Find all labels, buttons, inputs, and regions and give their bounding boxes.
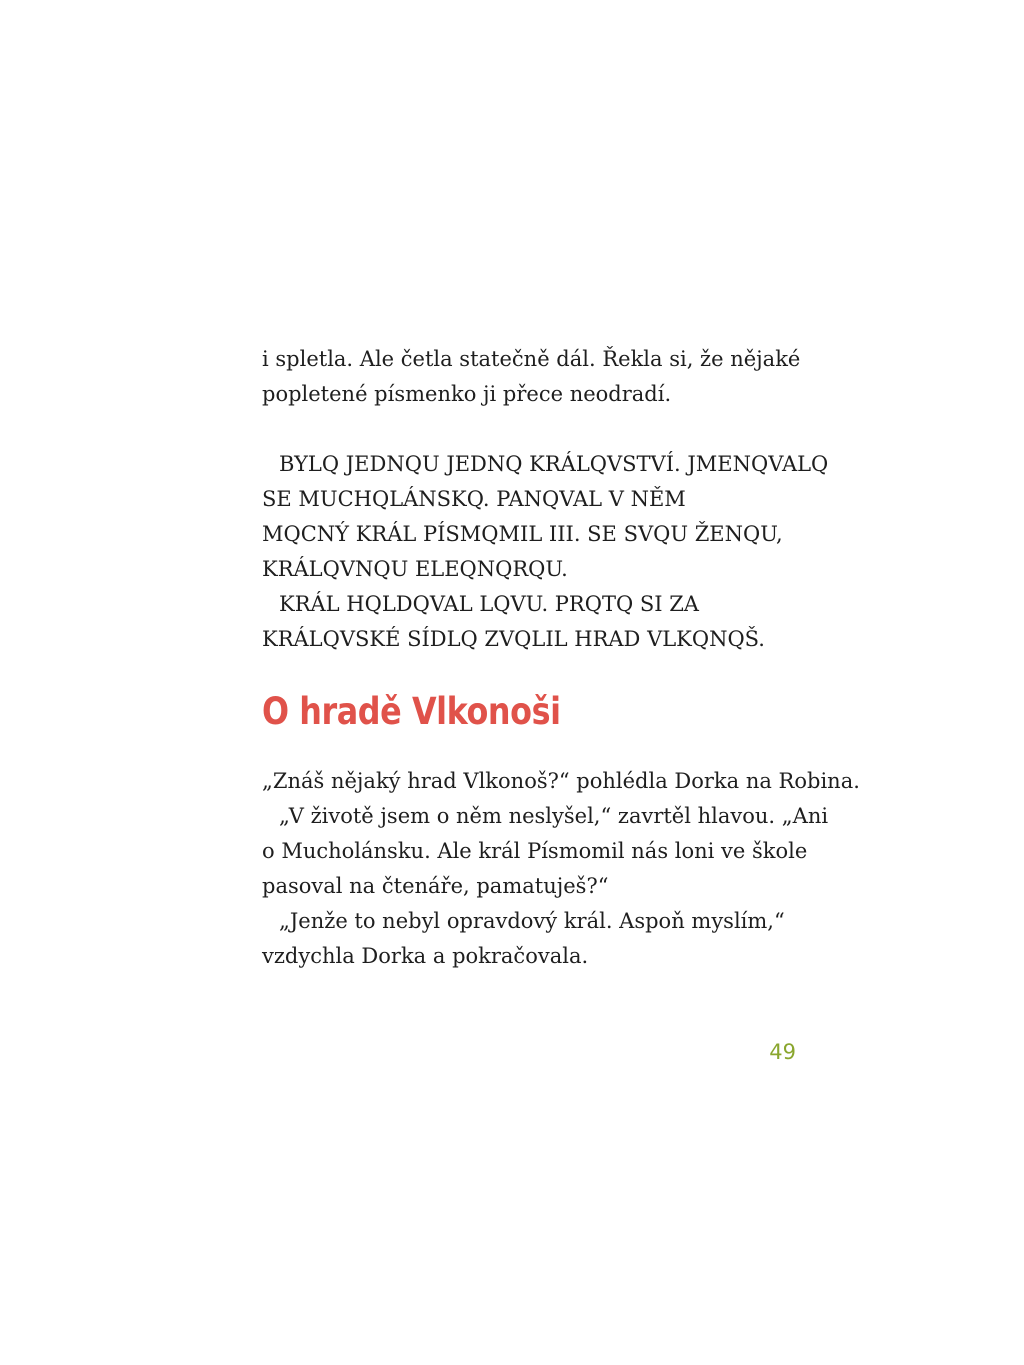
text-line: KRÁLQVSKÉ SÍDLQ ZVQLIL HRAD VLKQNQŠ. — [262, 627, 765, 651]
text-line: popletené písmenko ji přece neodradí. — [262, 382, 672, 406]
text-line: BYLQ JEDNQU JEDNQ KRÁLQVSTVÍ. JMENQVALQ — [279, 452, 829, 476]
text-line: „Jenže to nebyl opravdový král. Aspoň myslím,“ — [279, 909, 785, 933]
dialog-paragraph — [262, 764, 860, 974]
intro-paragraph — [262, 342, 822, 412]
scrambled-story-text — [262, 447, 829, 657]
text-line: vzdychla Dorka a pokračovala. — [262, 944, 589, 968]
page-number: 49 — [769, 1040, 796, 1064]
chapter-heading: O hradě Vlkonoši — [262, 690, 561, 733]
text-line: pasoval na čtenáře, pamatuješ?“ — [262, 874, 609, 898]
text-line: „V životě jsem o něm neslyšel,“ zavrtěl hlavou. „Ani — [279, 804, 829, 828]
text-line: i spletla. Ale četla statečně dál. Řekla si, že nějaké — [262, 347, 801, 371]
text-line: KRÁLQVNQU ELEQNQRQU. — [262, 557, 568, 581]
text-line: o Mucholánsku. Ale král Písmomil nás loni ve škole — [262, 839, 808, 863]
text-line: SE MUCHQLÁNSKQ. PANQVAL V NĚM — [262, 487, 686, 511]
text-line: „Znáš nějaký hrad Vlkonoš?“ pohlédla Dorka na Robina. — [262, 769, 860, 793]
text-line: MQCNÝ KRÁL PÍSMQMIL III. SE SVQU ŽENQU, — [262, 522, 783, 546]
text-line: KRÁL HQLDQVAL LQVU. PRQTQ SI ZA — [279, 592, 699, 616]
